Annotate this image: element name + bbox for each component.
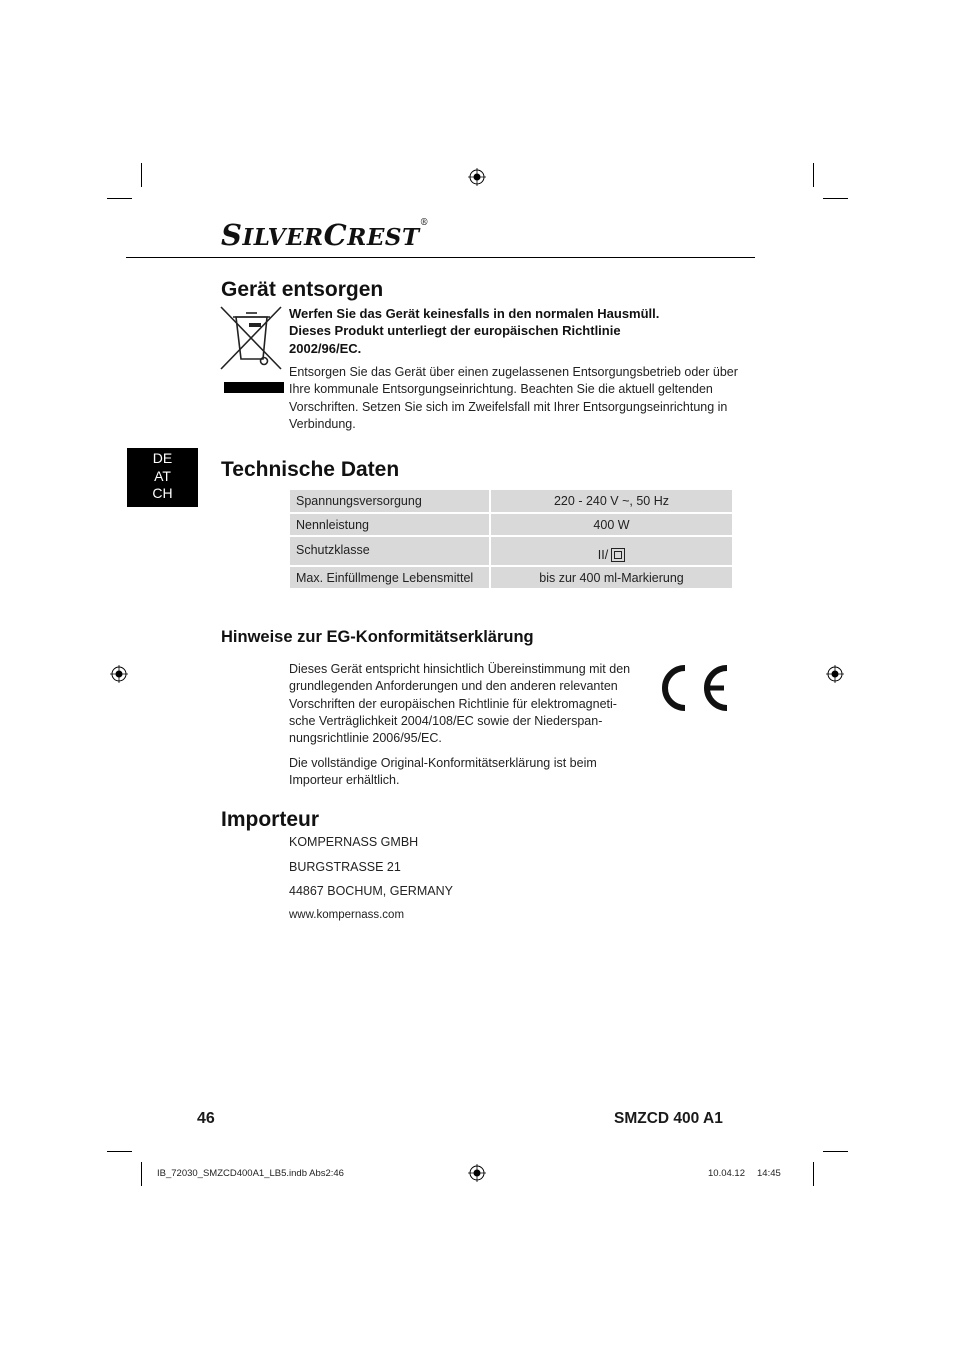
spec-label: Nennleistung <box>290 514 489 535</box>
page-number: 46 <box>197 1110 215 1127</box>
slug-filename: IB_72030_SMZCD400A1_LB5.indb Abs2:46 <box>157 1168 344 1179</box>
brand-logo: SILVERCREST® <box>221 218 430 252</box>
disposal-body <box>289 364 738 433</box>
conformity-paragraph-2 <box>289 755 597 790</box>
spec-value <box>491 537 732 565</box>
registration-mark-icon <box>468 1164 486 1182</box>
header-rule <box>126 257 755 258</box>
spec-label: Schutzklasse <box>290 537 489 565</box>
text-line: sche Verträglichkeit 2004/108/EC sowie der Niederspan- <box>289 713 603 728</box>
spec-row <box>290 537 732 565</box>
text-line: Entsorgen Sie das Gerät über einen zugelassenen Entsorgungsbetrieb oder über <box>289 365 738 379</box>
spec-value: 400 W <box>491 514 732 535</box>
spec-label: Max. Einfüllmenge Lebensmittel <box>290 567 489 588</box>
text-line: Verbindung. <box>289 416 356 431</box>
model-number: SMZCD 400 A1 <box>614 1110 723 1127</box>
language-code: DE <box>152 450 173 466</box>
crop-mark <box>107 1151 132 1152</box>
spec-label: Spannungsversorgung <box>290 490 489 512</box>
text-line: 2002/96/EC. <box>289 340 362 356</box>
crop-mark <box>813 163 814 187</box>
conformity-paragraph-1 <box>289 661 630 747</box>
crop-mark <box>141 1162 142 1186</box>
tech-title: Technische Daten <box>221 458 400 481</box>
crop-mark <box>813 1162 814 1186</box>
language-tab <box>127 448 198 507</box>
slug-time: 14:45 <box>757 1168 781 1179</box>
disposal-warning <box>289 305 659 357</box>
text-line: Die vollständige Original-Konformitätserklärung ist beim <box>289 756 597 770</box>
text-line: Vorschriften. Setzen Sie sich im Zweifelsfall mit Ihrer Entsorgungseinrichtung in <box>289 399 728 414</box>
language-code: CH <box>152 485 173 501</box>
registration-mark-icon <box>110 665 128 683</box>
importer-street: BURGSTRASSE 21 <box>289 860 401 874</box>
importer-website: www.kompernass.com <box>289 909 405 921</box>
disposal-title: Gerät entsorgen <box>221 278 384 301</box>
text-line: grundlegenden Anforderungen und den anderen relevanten <box>289 679 618 694</box>
spec-row <box>290 490 732 512</box>
text-line: Werfen Sie das Gerät keinesfalls in den normalen Hausmüll. <box>289 306 660 321</box>
importer-city: 44867 BOCHUM, GERMANY <box>289 884 453 898</box>
spec-value: bis zur 400 ml-Markierung <box>491 567 732 588</box>
crop-mark <box>107 198 132 199</box>
importer-name: KOMPERNASS GMBH <box>289 835 419 849</box>
conformity-title: Hinweise zur EG-Konformitätserklärung <box>221 628 534 646</box>
crop-mark <box>823 1151 848 1152</box>
text-line: Dieses Gerät entspricht hinsichtlich Übereinstimmung mit den <box>289 662 631 676</box>
protection-class-ii-icon <box>611 548 625 562</box>
text-line: Dieses Produkt unterliegt der europäischen Richtlinie <box>289 323 621 339</box>
text-line: Importeur erhältlich. <box>289 773 400 788</box>
ce-mark-icon <box>655 662 733 714</box>
registration-mark-icon <box>826 665 844 683</box>
spec-row <box>290 567 732 588</box>
registration-mark-icon <box>468 168 486 186</box>
text-line: Vorschriften der europäischen Richtlinie für elektromagneti- <box>289 696 617 711</box>
text-line: nungsrichtlinie 2006/95/EC. <box>289 731 442 746</box>
protection-class-text: II/ <box>597 548 609 562</box>
language-code: AT <box>154 467 171 484</box>
crossed-out-wheelie-bin-icon <box>219 305 284 393</box>
spec-value: 220 - 240 V ~, 50 Hz <box>491 490 732 512</box>
crop-mark <box>141 163 142 187</box>
crop-mark <box>823 198 848 199</box>
importer-title: Importeur <box>221 808 320 831</box>
spec-row <box>290 514 732 535</box>
slug-date: 10.04.12 <box>708 1168 745 1179</box>
text-line: Ihre kommunale Entsorgungseinrichtung. Beachten Sie die aktuell geltenden <box>289 382 713 397</box>
